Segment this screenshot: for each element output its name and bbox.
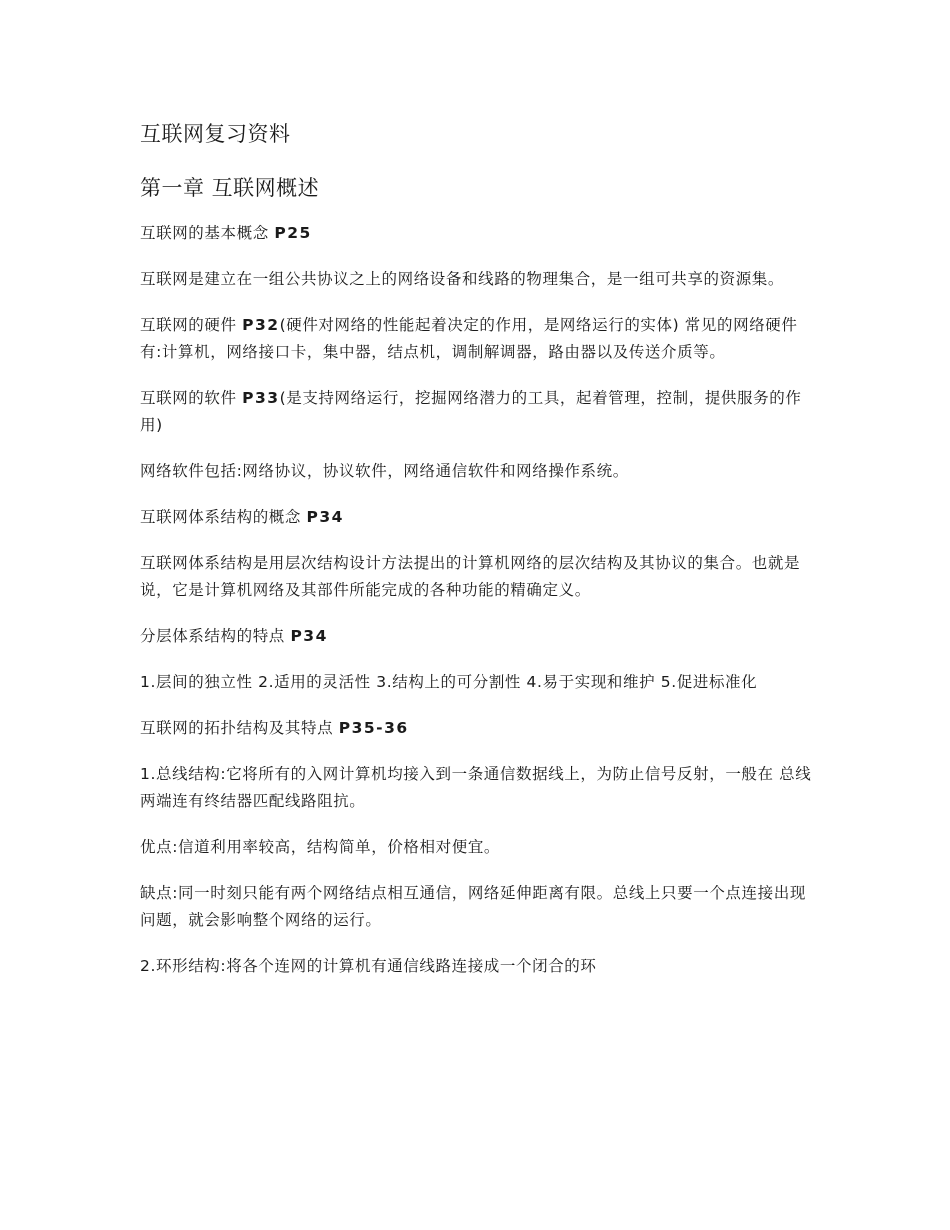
paragraph <box>140 220 812 247</box>
paragraph-tail: (硬件对网络的性能起着决定的作用，是网络运行的实体) 常见的网络硬件有:计算机，网络接口卡，集中器，结点机，调制解调器，路由器以及传送介质等。 <box>140 316 798 361</box>
page-reference: P32 <box>242 316 280 334</box>
paragraph <box>140 312 812 366</box>
paragraph <box>140 715 812 742</box>
paragraph <box>140 266 812 293</box>
paragraph-text: 2.环形结构:将各个连网的计算机有通信线路连接成一个闭合的环 <box>140 957 597 975</box>
paragraph-text: 网络软件包括:网络协议，协议软件，网络通信软件和网络操作系统。 <box>140 462 629 480</box>
paragraph <box>140 761 812 815</box>
paragraph-text: 互联网的拓扑结构及其特点 <box>140 719 339 737</box>
paragraph-text: 互联网体系结构是用层次结构设计方法提出的计算机网络的层次结构及其协议的集合。也就是说，它是计算机网络及其部件所能完成的各种功能的精确定义。 <box>140 554 801 599</box>
paragraph-text: 互联网的硬件 <box>140 316 243 334</box>
paragraph-text: 互联网是建立在一组公共协议之上的网络设备和线路的物理集合，是一组可共享的资源集。 <box>140 270 785 288</box>
paragraph-text: 1.总线结构:它将所有的入网计算机均接入到一条通信数据线上，为防止信号反射，一般在 总线两端连有终结器匹配线路阻抗。 <box>140 765 812 810</box>
paragraph <box>140 550 812 604</box>
paragraph <box>140 623 812 650</box>
page-reference: P33 <box>242 389 280 407</box>
paragraph-text: 互联网体系结构的概念 <box>140 508 307 526</box>
paragraph <box>140 458 812 485</box>
paragraph <box>140 504 812 531</box>
document-body <box>140 118 812 999</box>
paragraph <box>140 834 812 861</box>
paragraph-text: 1.层间的独立性 2.适用的灵活性 3.结构上的可分割性 4.易于实现和维护 5.促进标准化 <box>140 673 758 691</box>
paragraph-text: 分层体系结构的特点 <box>140 627 291 645</box>
paragraph-text: 互联网的基本概念 <box>140 224 275 242</box>
paragraph <box>140 880 812 934</box>
paragraph-text: 缺点:同一时刻只能有两个网络结点相互通信，网络延伸距离有限。总线上只要一个点连接出现问题，就会影响整个网络的运行。 <box>140 884 806 929</box>
document-title: 互联网复习资料 <box>140 122 291 146</box>
paragraph <box>140 669 812 696</box>
page-reference: P34 <box>306 508 344 526</box>
paragraph-text: 优点:信道利用率较高，结构简单，价格相对便宜。 <box>140 838 501 856</box>
page-reference: P25 <box>274 224 312 242</box>
page-reference: P35-36 <box>338 719 409 737</box>
chapter-heading: 第一章 互联网概述 <box>140 176 320 200</box>
paragraph-tail: (是支持网络运行，挖掘网络潜力的工具，起着管理，控制，提供服务的作用) <box>140 389 802 434</box>
paragraph <box>140 953 812 980</box>
page-reference: P34 <box>290 627 328 645</box>
paragraph <box>140 385 812 439</box>
paragraph-text: 互联网的软件 <box>140 389 243 407</box>
